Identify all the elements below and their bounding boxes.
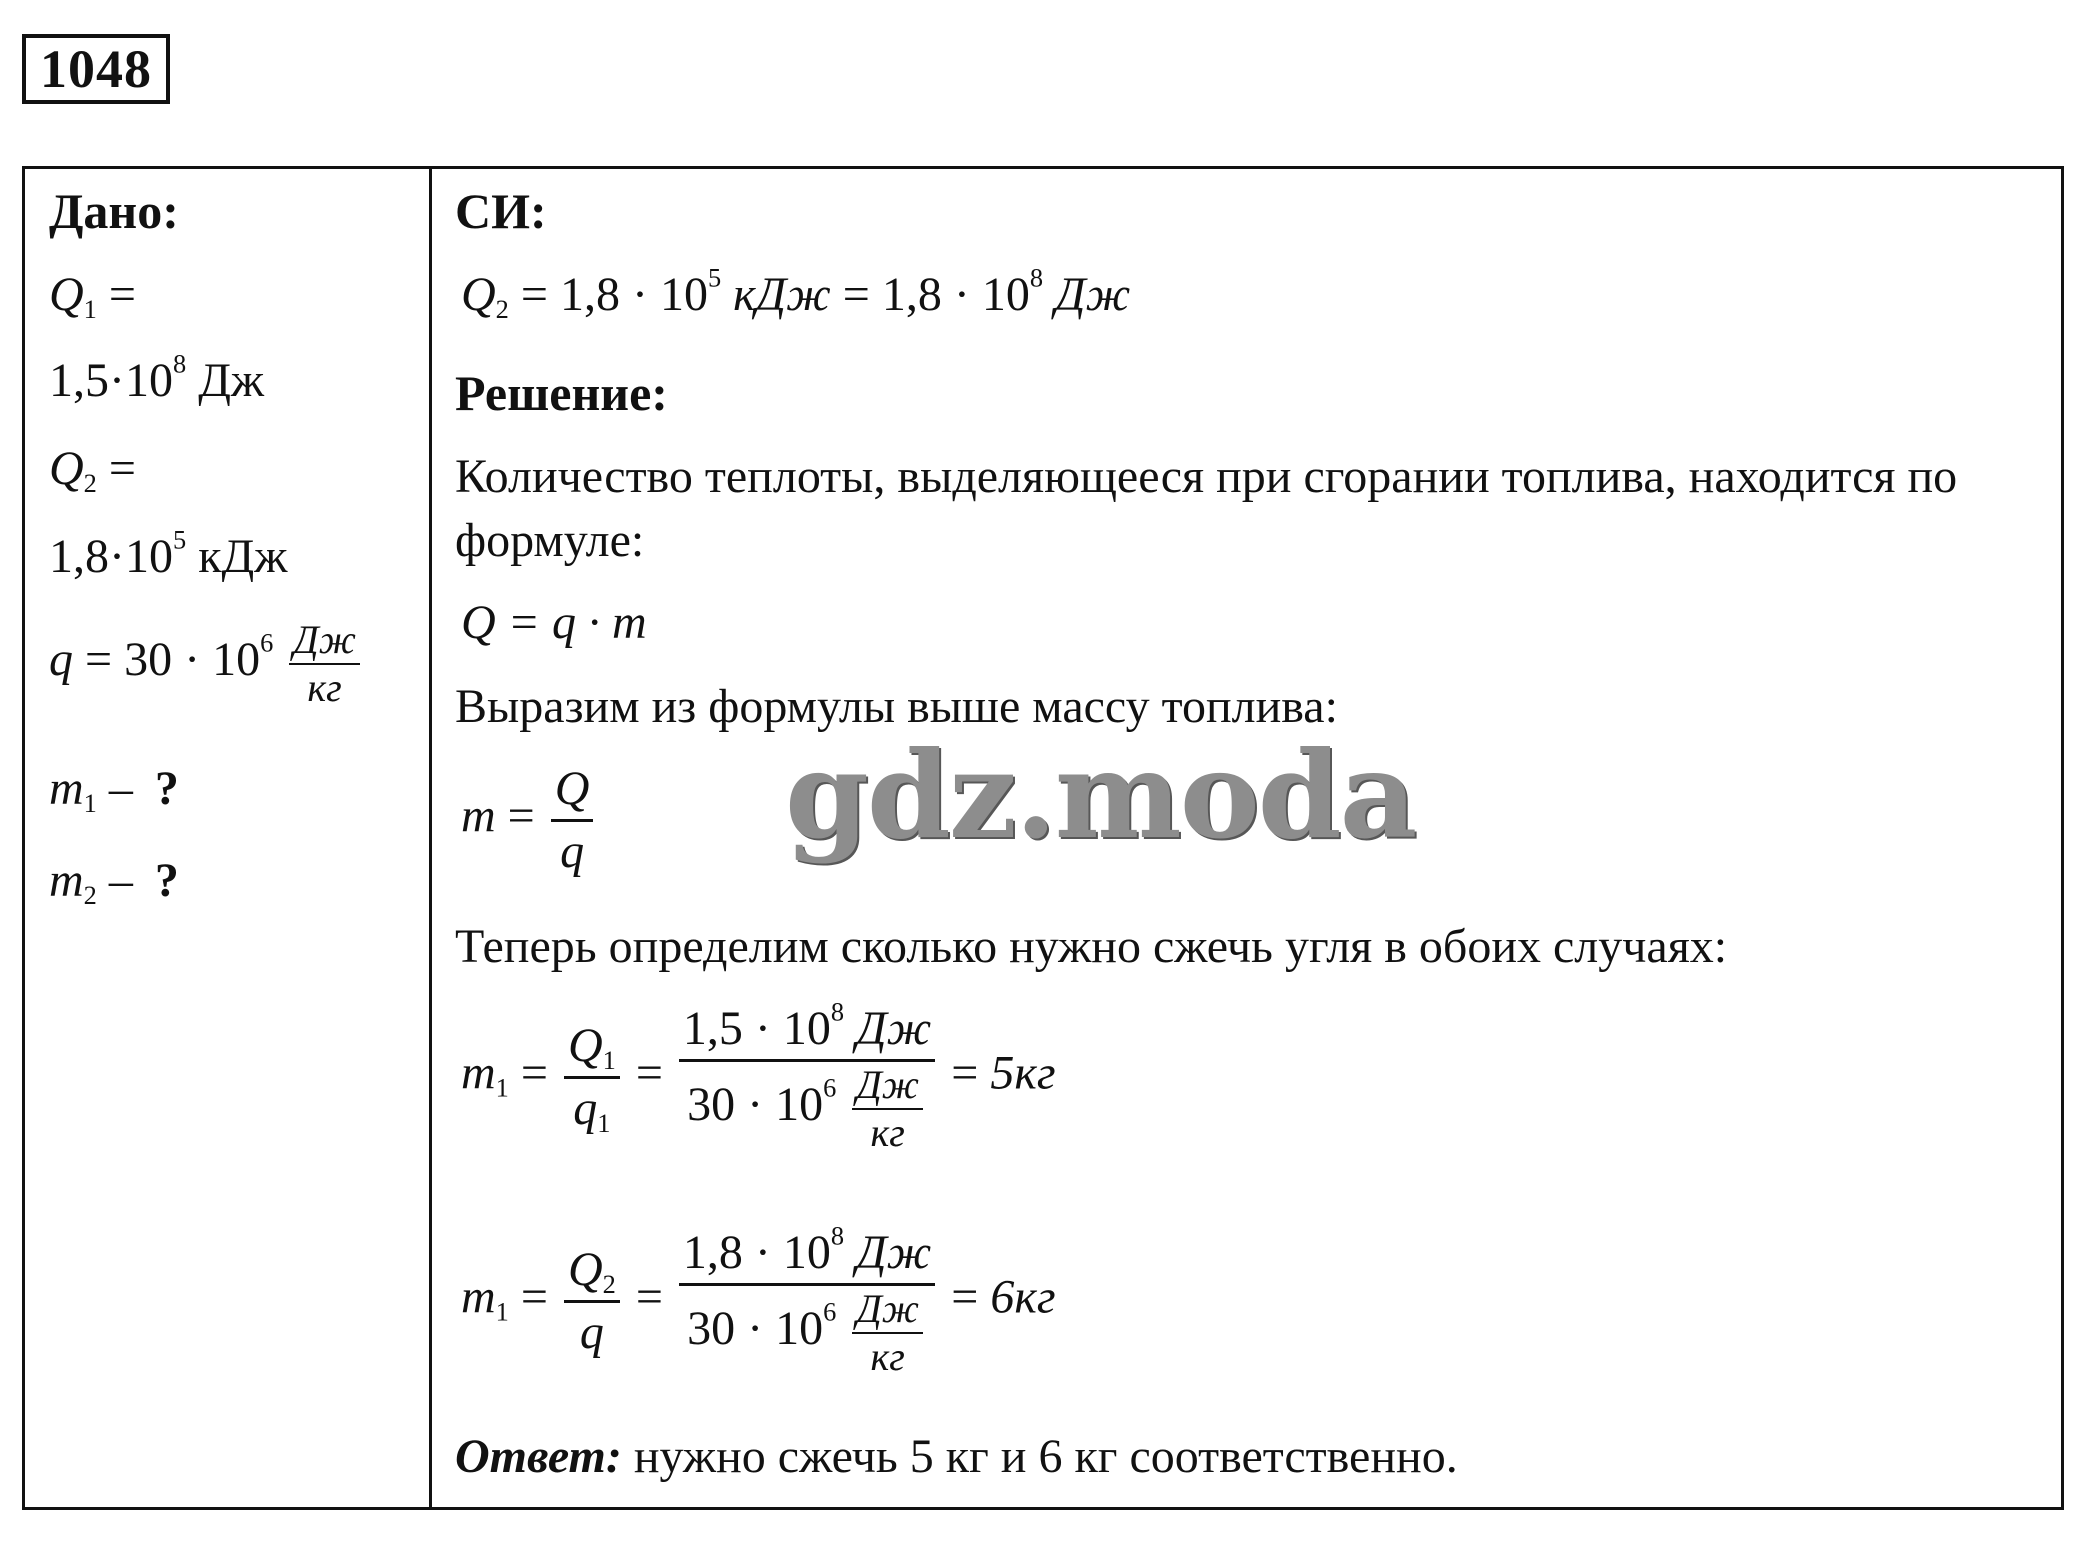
given-m2-unknown: $m_2$ – ? (49, 854, 179, 910)
solution-paragraph-1: Количество теплоты, выделяющееся при сгорании топлива, находится по формуле: (455, 450, 1958, 567)
given-m1-unknown: $m_1$ – ? (49, 762, 179, 818)
solution-paragraph-2: Выразим из формулы выше массу топлива: (455, 680, 1338, 733)
problem-number: 1048 (22, 34, 170, 104)
formula-heat: Q = q · m (461, 596, 647, 649)
given-column (49, 169, 429, 1507)
given-q2-value: $1,8\cdot 10^5$ кДж (49, 524, 288, 583)
answer-line (455, 1429, 1458, 1485)
given-q-specific-heat: $q = 30 \cdot 10^6$ $\frac{Дж}{кг}$ (49, 617, 364, 711)
si-conversion: $Q_2 = 1,8 \cdot 10^5$ кДж = $1,8 \cdot 10^8$ Дж (461, 262, 1131, 324)
answer-text: нужно сжечь 5 кг и 6 кг соответственно. (633, 1430, 1458, 1483)
calculation-1: $m_1$ = $\frac{Q_1}{q_1}$ = $1,5 \cdot 10^8$ Дж $30 \cdot 10^6$ $\frac{Дж}{кг}$ = 5кг (461, 996, 1056, 1155)
answer-label: Ответ: (455, 1430, 622, 1483)
formula-mass: m = $\frac{Q}{q}$ (461, 759, 597, 882)
given-q1-value: $1,5\cdot 10^8$ Дж (49, 348, 265, 407)
solution-title: Решение: (455, 365, 668, 421)
watermark-logo: gdz.moda (785, 725, 1416, 866)
calculation-2: $m_1$ = $\frac{Q_2}{q}$ = $1,8 \cdot 10^8$ Дж $30 \cdot 10^6$ $\frac{Дж}{кг}$ = 6кг (461, 1220, 1056, 1379)
given-q2-label: $Q_2$ = (49, 442, 136, 498)
given-title: Дано: (49, 183, 179, 239)
column-divider (429, 169, 432, 1507)
solution-paragraph-3: Теперь определим сколько нужно сжечь угля в обоих случаях: (455, 920, 1728, 973)
given-q1-label: $Q_1$ = (49, 268, 136, 324)
si-title: СИ: (455, 183, 547, 239)
